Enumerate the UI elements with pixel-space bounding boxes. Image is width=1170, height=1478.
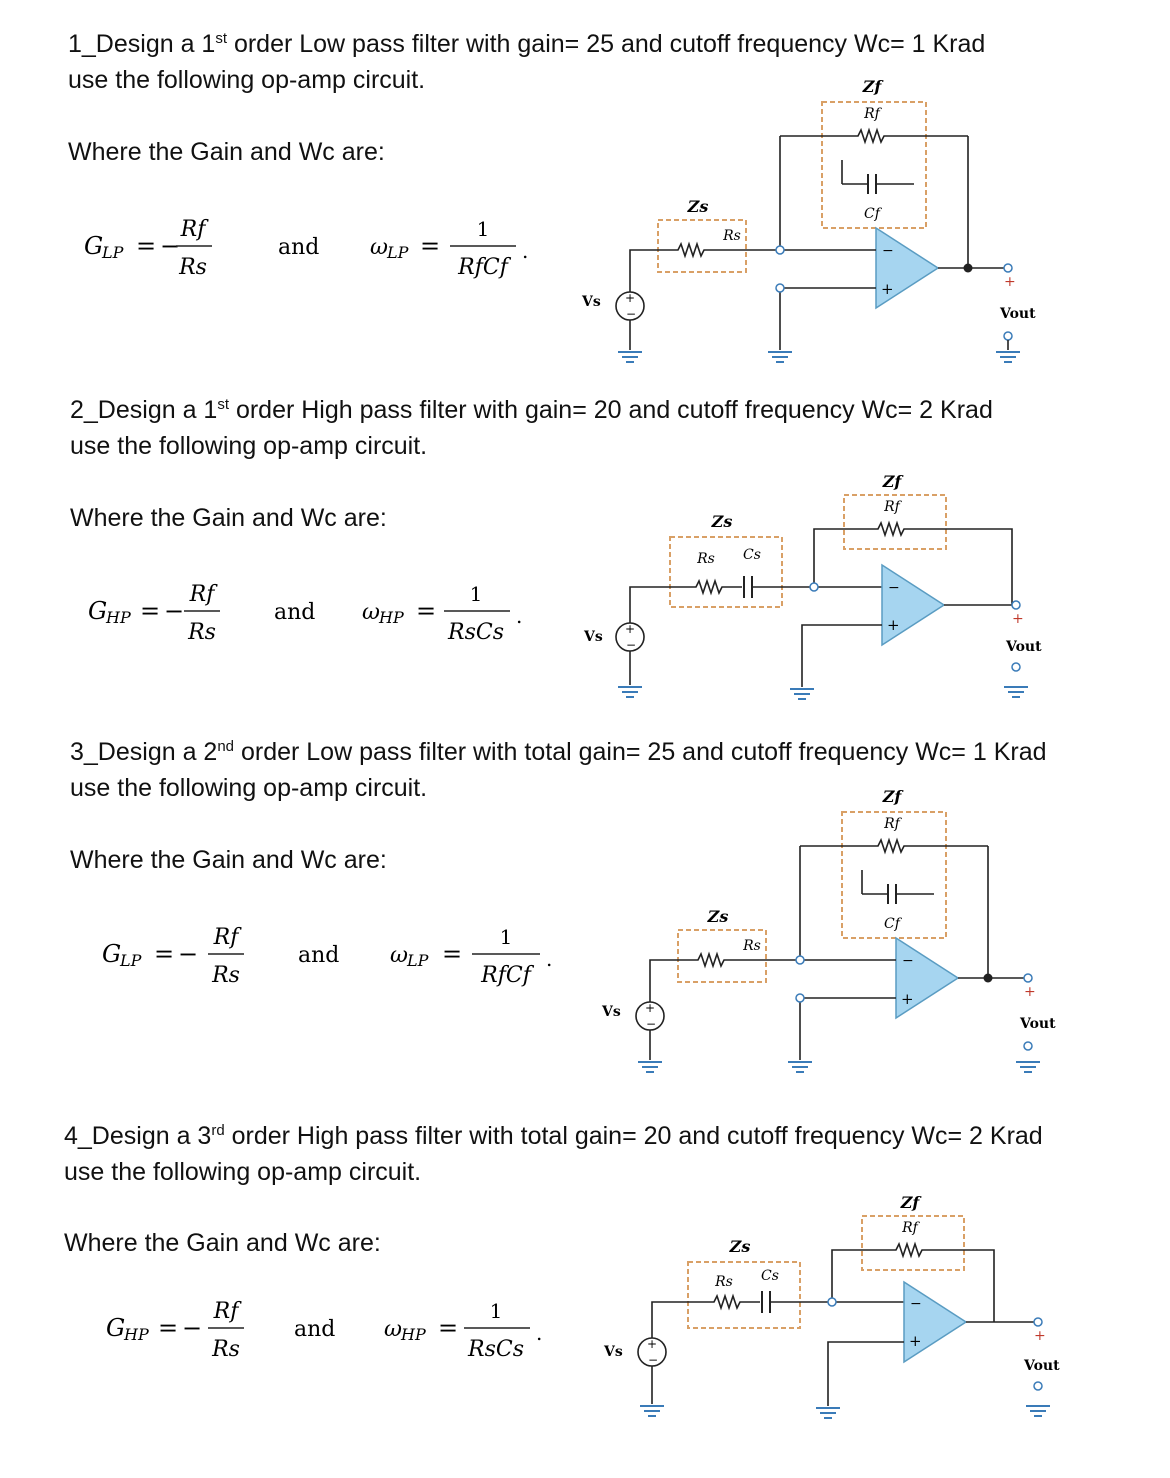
cf-label: Cf	[884, 916, 900, 932]
vout-label: Vout	[1020, 1016, 1056, 1032]
rs-resistor	[650, 954, 800, 1002]
question-3-equations	[96, 918, 656, 998]
question-4-sup: rd	[211, 1122, 225, 1139]
question-1-line2: use the following op-amp circuit.	[68, 66, 426, 94]
question-4-title	[64, 1118, 1043, 1190]
non-inverting-node	[776, 284, 784, 292]
gain-numerator: Rf	[180, 217, 206, 242]
omega-denominator: RsCs	[448, 620, 504, 645]
omega-numerator: 1	[476, 217, 490, 241]
gain-symbol: G	[106, 1314, 126, 1342]
zs-box	[670, 537, 782, 607]
gain-denominator: Rs	[212, 963, 240, 988]
omega-symbol: ω	[390, 943, 408, 968]
vs-label: Vs	[604, 1344, 623, 1360]
and-word: and	[274, 600, 316, 625]
zf-label: Zf	[882, 472, 902, 491]
omega-numerator: 1	[489, 1299, 503, 1323]
question-1-equations	[78, 210, 638, 290]
equals-sign: =	[140, 597, 161, 625]
opamp-plus: +	[887, 616, 900, 634]
inverting-node	[828, 1298, 836, 1306]
vout-plus: +	[1024, 984, 1036, 1000]
opamp-plus: +	[909, 1332, 922, 1350]
question-3-line2: use the following op-amp circuit.	[70, 774, 428, 802]
opamp-plus: +	[881, 280, 894, 298]
vout-label: Vout	[1024, 1358, 1060, 1374]
minus-sign: −	[182, 1314, 203, 1342]
rf-resistor	[800, 840, 988, 852]
gain-denominator: Rs	[188, 620, 216, 645]
circuit-1	[570, 80, 1040, 370]
ground-symbols	[618, 352, 1020, 362]
vout-plus: +	[1034, 1328, 1046, 1344]
gain-numerator: Rf	[213, 925, 239, 950]
ground-symbols	[618, 687, 1028, 699]
question-3-rest: order Low pass filter with total gain= 25 and cutoff frequency Wc= 1 Krad	[234, 738, 1047, 766]
question-4-equations	[100, 1292, 660, 1372]
vout-terminal-top	[1012, 601, 1020, 609]
vs-label: Vs	[602, 1004, 621, 1020]
rs-resistor	[652, 1296, 760, 1338]
vs-label: Vs	[584, 629, 603, 645]
question-2-prefix: 2_Design a 1	[70, 396, 218, 424]
gain-subscript: LP	[102, 243, 124, 262]
opamp-minus: −	[888, 580, 900, 596]
omega-subscript: HP	[379, 608, 404, 627]
question-1-where: Where the Gain and Wc are:	[68, 138, 385, 166]
omega-subscript: HP	[401, 1325, 426, 1344]
minus-sign: −	[178, 940, 199, 968]
rf-label: Rf	[864, 106, 880, 122]
omega-numerator: 1	[499, 925, 513, 949]
period: .	[516, 604, 523, 628]
zf-label: Zf	[900, 1193, 920, 1212]
and-word: and	[294, 1317, 336, 1342]
zf-label: Zf	[882, 790, 902, 806]
vout-terminal-top	[1034, 1318, 1042, 1326]
vout-terminal-top	[1024, 974, 1032, 982]
question-2-where: Where the Gain and Wc are:	[70, 504, 387, 532]
gain-numerator: Rf	[189, 582, 215, 607]
equals-sign: =	[136, 232, 157, 260]
rf-label: Rf	[884, 499, 900, 515]
inverting-node	[810, 583, 818, 591]
gain-subscript: LP	[120, 951, 142, 970]
zs-box	[688, 1262, 800, 1328]
circuit-3	[590, 790, 1060, 1080]
cs-label: Cs	[743, 547, 761, 563]
gain-numerator: Rf	[213, 1299, 239, 1324]
zs-label: Zs	[687, 197, 709, 216]
question-2-rest: order High pass filter with gain= 20 and cutoff frequency Wc= 2 Krad	[229, 396, 993, 424]
circuit-4	[600, 1188, 1070, 1478]
vout-terminal-bottom	[1012, 663, 1020, 671]
question-2-equations	[82, 575, 642, 655]
omega-numerator: 1	[469, 582, 483, 606]
zs-label: Zs	[707, 907, 729, 926]
rf-label: Rf	[902, 1220, 918, 1236]
minus-sign: −	[160, 232, 181, 260]
vs-minus: −	[648, 1353, 659, 1367]
omega-symbol: ω	[362, 600, 380, 625]
cf-label: Cf	[864, 206, 880, 222]
period: .	[546, 947, 553, 971]
ground-symbols	[640, 1406, 1050, 1418]
zs-label: Zs	[711, 512, 733, 531]
question-2-sup: st	[217, 396, 229, 413]
non-inverting-wire	[802, 625, 882, 687]
inverting-node	[796, 956, 804, 964]
vout-plus: +	[1004, 274, 1016, 290]
opamp-minus: −	[902, 953, 914, 969]
equals-sign: =	[154, 940, 175, 968]
question-3-where: Where the Gain and Wc are:	[70, 846, 387, 874]
output-node	[984, 974, 993, 983]
omega-denominator: RfCf	[481, 963, 531, 988]
opamp-minus: −	[882, 243, 894, 259]
vs-plus: +	[645, 1001, 656, 1015]
circuit-2	[582, 465, 1052, 755]
vs-minus: −	[626, 307, 637, 321]
question-1-prefix: 1_Design a 1	[68, 30, 216, 58]
cs-label: Cs	[761, 1268, 779, 1284]
vout-terminal-bottom	[1034, 1382, 1042, 1390]
question-2-line2: use the following op-amp circuit.	[70, 432, 428, 460]
omega-subscript: LP	[407, 951, 429, 970]
zf-label: Zf	[862, 80, 882, 96]
opamp-minus: −	[910, 1296, 922, 1312]
omega-equals: =	[420, 232, 441, 260]
question-2-title	[70, 392, 993, 464]
period: .	[522, 239, 529, 263]
gain-denominator: Rs	[179, 255, 207, 280]
question-4-rest: order High pass filter with total gain= 20 and cutoff frequency Wc= 2 Krad	[224, 1122, 1043, 1150]
vs-plus: +	[625, 291, 636, 305]
omega-symbol: ω	[384, 1317, 402, 1342]
vs-plus: +	[647, 1337, 658, 1351]
omega-equals: =	[438, 1314, 459, 1342]
omega-equals: =	[442, 940, 463, 968]
non-inverting-wire	[828, 1342, 904, 1406]
omega-equals: =	[416, 597, 437, 625]
rs-resistor	[630, 581, 742, 623]
question-3-sup: nd	[217, 738, 235, 755]
vout-terminal-bottom	[1004, 332, 1012, 340]
question-4-where: Where the Gain and Wc are:	[64, 1229, 381, 1257]
rs-resistor	[630, 244, 780, 292]
vout-label: Vout	[1006, 639, 1042, 655]
omega-denominator: RsCs	[468, 1337, 524, 1362]
rs-label: Rs	[743, 938, 761, 954]
vs-label: Vs	[582, 294, 601, 310]
vout-terminal-bottom	[1024, 1042, 1032, 1050]
vs-minus: −	[646, 1017, 657, 1031]
inverting-node	[776, 246, 784, 254]
rs-label: Rs	[715, 1274, 733, 1290]
non-inverting-node	[796, 994, 804, 1002]
rf-resistor	[780, 130, 968, 142]
vout-plus: +	[1012, 611, 1024, 627]
rs-label: Rs	[697, 551, 715, 567]
omega-subscript: LP	[387, 243, 409, 262]
op-amp	[904, 1282, 966, 1362]
question-3-prefix: 3_Design a 2	[70, 738, 218, 766]
omega-symbol: ω	[370, 235, 388, 260]
ground-symbols	[638, 1062, 1040, 1072]
gain-symbol: G	[102, 940, 122, 968]
gain-symbol: G	[84, 232, 104, 260]
question-1-rest: order Low pass filter with gain= 25 and cutoff frequency Wc= 1 Krad	[227, 30, 986, 58]
output-node	[964, 264, 973, 273]
and-word: and	[298, 943, 340, 968]
rs-label: Rs	[723, 228, 741, 244]
rf-label: Rf	[884, 816, 900, 832]
minus-sign: −	[164, 597, 185, 625]
opamp-plus: +	[901, 990, 914, 1008]
question-1-sup: st	[215, 30, 227, 47]
gain-denominator: Rs	[212, 1337, 240, 1362]
period: .	[536, 1321, 543, 1345]
question-4-line2: use the following op-amp circuit.	[64, 1158, 422, 1186]
vout-terminal-top	[1004, 264, 1012, 272]
question-4-prefix: 4_Design a 3	[64, 1122, 212, 1150]
gain-subscript: HP	[124, 1325, 149, 1344]
vs-minus: −	[626, 638, 637, 652]
vout-label: Vout	[1000, 306, 1036, 322]
zs-label: Zs	[729, 1237, 751, 1256]
gain-subscript: HP	[106, 608, 131, 627]
gain-symbol: G	[88, 597, 108, 625]
omega-denominator: RfCf	[458, 255, 508, 280]
vs-plus: +	[625, 622, 636, 636]
and-word: and	[278, 235, 320, 260]
equals-sign: =	[158, 1314, 179, 1342]
